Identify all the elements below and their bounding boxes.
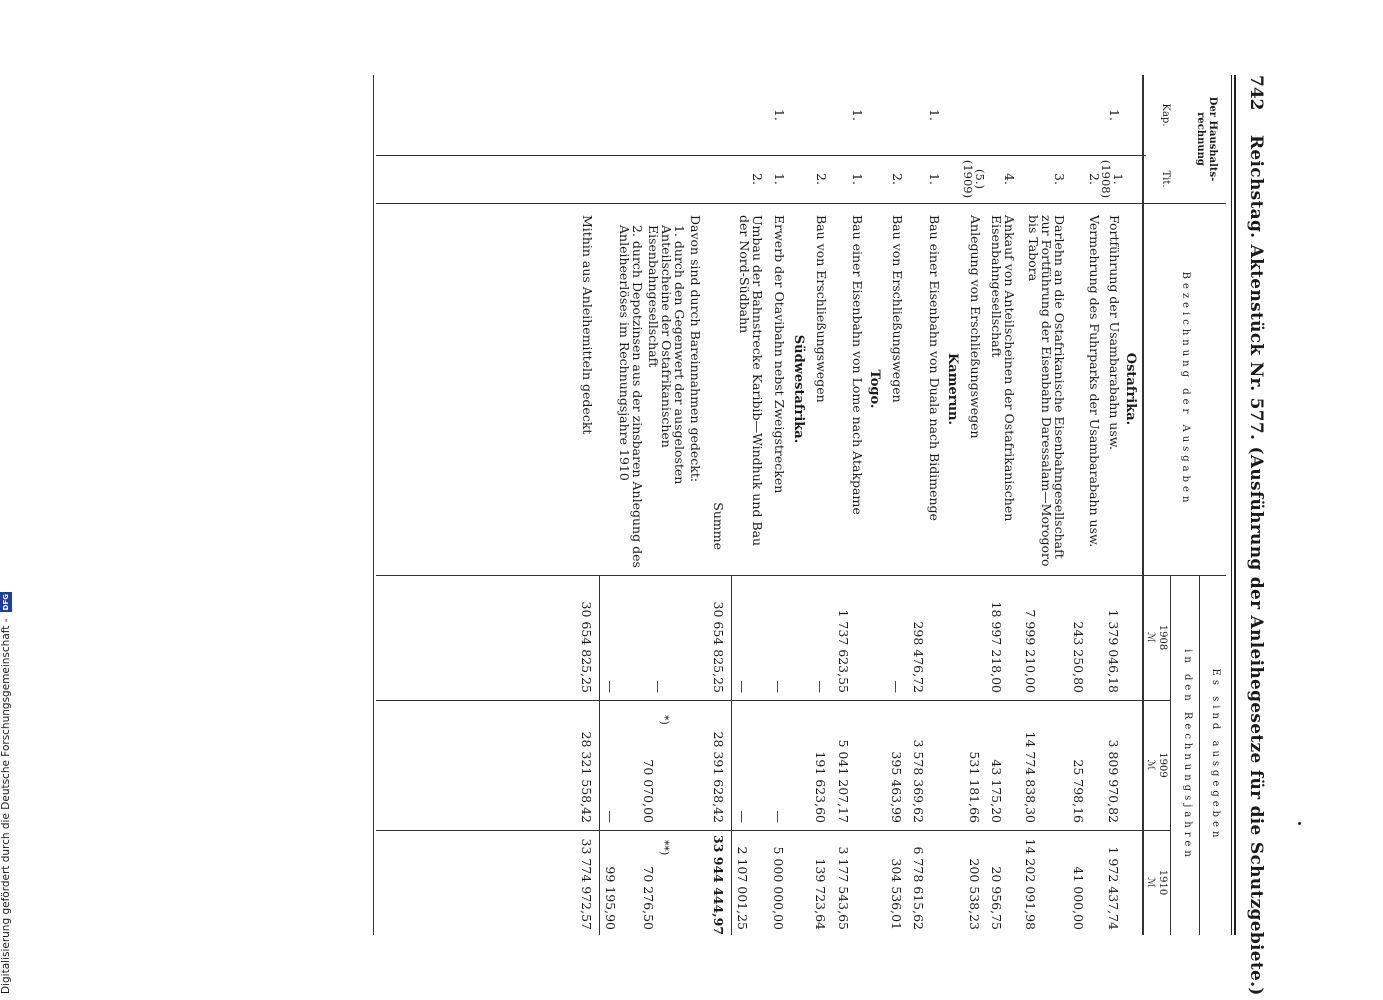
kap-ostafrika: 1. bbox=[1107, 109, 1122, 121]
desc-row-9: Erwerb der Otavibahn nebst Zweigstrecken bbox=[772, 215, 787, 494]
summe-1910: 33 944 444,97 bbox=[711, 835, 726, 936]
v1908-row-5: 298 476,72 bbox=[911, 621, 926, 693]
v1909-row-8: 191 623,60 bbox=[813, 751, 828, 823]
mithin-1910: 33 774 972,57 bbox=[579, 838, 594, 930]
desc-row-0: Fortführung der Usambarabahn usw. bbox=[1107, 215, 1122, 450]
header-tit: Tit. bbox=[1160, 170, 1171, 188]
v1908-row-9: — bbox=[771, 680, 786, 693]
v1910-row-8: 139 723,64 bbox=[813, 858, 828, 930]
desc-row-8: Bau von Erschließungswegen bbox=[814, 215, 829, 403]
v1910-row-2: 14 202 091,98 bbox=[1023, 838, 1038, 930]
v1909-row-1: 25 798,16 bbox=[1071, 759, 1086, 823]
davon-item1-1909: 70 070,00 bbox=[641, 759, 656, 823]
davon-item2-1909: — bbox=[603, 810, 618, 823]
v1908-row-10: — bbox=[735, 680, 750, 693]
tit-row-10: 2. bbox=[750, 173, 765, 185]
v1909-row-6: 395 463,99 bbox=[889, 751, 904, 823]
v1910-row-4: 200 538,23 bbox=[967, 858, 982, 930]
kap-kamerun: 1. bbox=[927, 109, 942, 121]
col-line-1908 bbox=[376, 700, 1171, 701]
section-togo: Togo. bbox=[867, 369, 882, 409]
davon-item2-1908: — bbox=[603, 680, 618, 693]
page-title: Reichstag. Aktenstück Nr. 577. (Ausführung der Anleihegesetze für die Schutzgebiete.) bbox=[1246, 135, 1266, 996]
v1910-row-1: 41 000,00 bbox=[1071, 866, 1086, 930]
header-kap: Kap. bbox=[1160, 103, 1171, 127]
mithin-1908: 30 654 825,25 bbox=[579, 601, 594, 693]
desc-row-6: Bau von Erschließungswegen bbox=[890, 215, 905, 403]
tit-row-9: 1. bbox=[772, 173, 787, 185]
davon-item-2: 2. durch Depotzinsen aus der zinsbaren Anlegung des Anleiheerlöses im Rechnungsjahre 1910 bbox=[617, 225, 645, 568]
section-kamerun: Kamerun. bbox=[945, 352, 960, 426]
v1909-row-7: 5 041 207,17 bbox=[836, 739, 851, 823]
v1909-row-9: — bbox=[771, 810, 786, 823]
section-suedwest: Südwestafrika. bbox=[791, 334, 806, 444]
v1910-row-10: 2 107 001,25 bbox=[735, 846, 750, 930]
v1908-row-8: — bbox=[813, 680, 828, 693]
desc-row-7: Bau einer Eisenbahn von Lome nach Atakpame bbox=[850, 215, 865, 515]
header-year-1910: 1910 ℳ bbox=[1145, 869, 1168, 896]
davon-item-1: 1. durch den Gegenwert der ausgelosten Anteilscheine der Ostafrikanischen Eisenbahngesellschaft bbox=[646, 225, 687, 485]
v1908-row-1: 243 250,80 bbox=[1071, 621, 1086, 693]
heading-rule-thin bbox=[1231, 75, 1232, 935]
mithin-label: Mithin aus Anleihemitteln gedeckt bbox=[580, 215, 595, 435]
desc-row-3: Ankauf von Anteilscheinen der Ostafrikanischen Eisenbahngesellschaft bbox=[989, 215, 1017, 522]
tit-row-3: 4. bbox=[1002, 173, 1017, 185]
header-line-es-sind bbox=[1199, 575, 1200, 935]
v1909-row-3: 43 175,20 bbox=[989, 759, 1004, 823]
header-bezeichnung: Bezeichnung der Ausgaben bbox=[1180, 271, 1191, 507]
header-year-1909: 1909 ℳ bbox=[1145, 752, 1168, 778]
v1909-row-5: 3 578 369,62 bbox=[911, 739, 926, 823]
col-line-desc bbox=[376, 575, 1226, 576]
header-year-1908: 1908 ℳ bbox=[1145, 624, 1168, 651]
footnote-mark-1910: **) bbox=[658, 840, 671, 856]
mithin-rule bbox=[599, 575, 600, 935]
digitization-note bbox=[0, 593, 12, 1000]
v1909-row-10: — bbox=[735, 810, 750, 823]
v1908-row-6: — bbox=[889, 680, 904, 693]
dfg-logo-icon: DFG bbox=[2, 593, 10, 611]
tit-row-1: 2. bbox=[1087, 173, 1102, 185]
heading-double-rule bbox=[1234, 75, 1236, 935]
header-in-den: in den Rechnungsjahren bbox=[1182, 649, 1193, 861]
v1910-row-7: 3 177 543,65 bbox=[836, 846, 851, 930]
davon-item1-1910: 70 276,50 bbox=[641, 866, 656, 930]
ink-dot bbox=[1298, 822, 1301, 825]
page-heading bbox=[1240, 75, 1270, 996]
v1908-row-7: 1 737 623,55 bbox=[836, 609, 851, 693]
col-line-1909 bbox=[376, 830, 1171, 831]
section-ostafrika: Ostafrika. bbox=[1123, 352, 1138, 426]
desc-row-1: Vermehrung des Fuhrparks der Usambarabahn usw. bbox=[1087, 215, 1102, 548]
v1910-row-9: 5 000 000,00 bbox=[771, 846, 786, 930]
v1910-row-0: 1 972 437,74 bbox=[1106, 846, 1121, 930]
mithin-1909: 28 321 558,42 bbox=[579, 731, 594, 823]
header-es-sind: Es sind ausgegeben bbox=[1210, 668, 1221, 842]
v1909-row-2: 14 774 838,30 bbox=[1023, 731, 1038, 823]
rotated-page-content bbox=[160, 75, 1270, 996]
v1910-row-3: 20 956,75 bbox=[989, 866, 1004, 930]
summe-rule bbox=[731, 575, 732, 935]
summe-1909: 28 391 628,42 bbox=[711, 731, 726, 823]
tit-row-7: 1. bbox=[850, 173, 865, 185]
tit-row-2: 3. bbox=[1052, 173, 1067, 185]
tit-row-4: (5.) (1909) bbox=[961, 159, 987, 199]
v1910-row-6: 304 536,01 bbox=[889, 858, 904, 930]
tit-row-6: 2. bbox=[890, 173, 905, 185]
desc-row-10: Umbau der Bahnstrecke Karibib—Windhuk und Bau der Nord-Südbahn bbox=[737, 215, 765, 547]
v1908-row-0: 1 379 046,18 bbox=[1106, 609, 1121, 693]
summe-1908: 30 654 825,25 bbox=[711, 601, 726, 693]
davon-intro: Davon sind durch Bareinnahmen gedeckt: bbox=[688, 215, 703, 483]
header-haushalt: Der Haushalts-rechnung bbox=[1195, 96, 1218, 182]
davon-item1-1908: — bbox=[651, 680, 666, 693]
v1909-row-4: 531 181,66 bbox=[967, 751, 982, 823]
davon-item2-1910: 99 195,90 bbox=[603, 866, 618, 930]
page-number: 742 bbox=[1246, 75, 1266, 111]
desc-row-4: Anlegung von Erschließungswegen bbox=[968, 215, 983, 439]
desc-row-5: Bau einer Eisenbahn von Duala nach Bidimenge bbox=[927, 215, 942, 521]
v1908-row-3: 18 997 218,00 bbox=[989, 601, 1004, 693]
summe-label: Summe bbox=[711, 502, 726, 550]
header-line-years bbox=[1170, 575, 1171, 935]
tit-row-5: 1. bbox=[927, 173, 942, 185]
kap-suedwest: 1. bbox=[772, 109, 787, 121]
desc-row-2: Darlehn an die Ostafrikanische Eisenbahngesellschaft zur Fortführung der Eisenbahn Daressalam—Morogoro bis Tabora bbox=[1026, 215, 1067, 567]
kap-togo: 1. bbox=[850, 109, 865, 121]
tit-row-8: 2. bbox=[814, 173, 829, 185]
v1908-row-2: 7 999 210,00 bbox=[1023, 609, 1038, 693]
v1909-row-0: 3 809 970,82 bbox=[1106, 739, 1121, 823]
v1910-row-5: 6 778 615,62 bbox=[911, 846, 926, 930]
table-bottom-line bbox=[373, 75, 374, 935]
digitization-note-text: Digitalisierung gefördert durch die Deutsche Forschungsgemeinschaft - bbox=[0, 618, 12, 994]
tit-row-0: 1. (1908) bbox=[1099, 159, 1125, 199]
footnote-mark-1909: *) bbox=[658, 715, 671, 725]
